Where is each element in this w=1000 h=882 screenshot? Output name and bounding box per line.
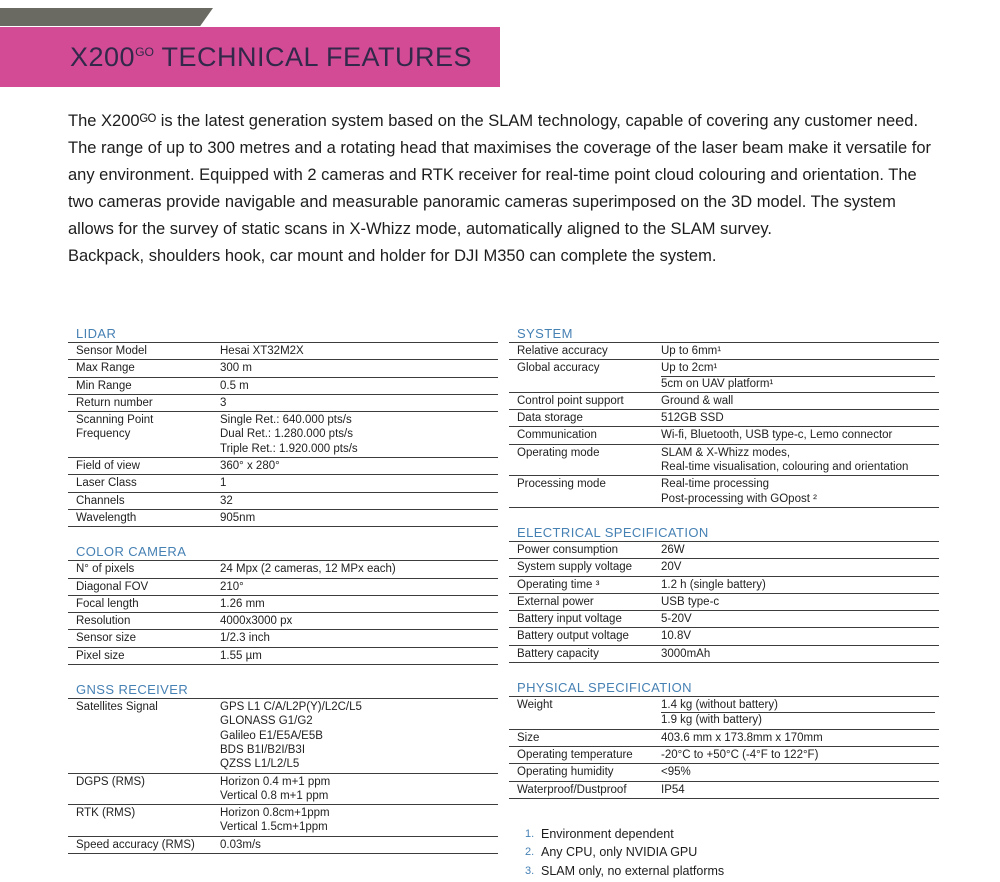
- row-value-line: 5cm on UAV platform¹: [661, 376, 935, 391]
- row-value-line: 3: [220, 396, 227, 409]
- row-value: [220, 360, 498, 376]
- spec-table-physical-specification: [509, 696, 939, 799]
- row-value-line: Triple Ret.: 1.920.000 pts/s: [220, 442, 358, 455]
- row-value: [220, 613, 498, 629]
- row-value-line: Up to 2cm¹: [661, 362, 718, 375]
- row-value: [220, 774, 498, 805]
- row-value-line: <95%: [661, 766, 691, 779]
- row-value: [220, 493, 498, 509]
- spec-table-system: [509, 342, 939, 508]
- row-value-line: Dual Ret.: 1.280.000 pts/s: [220, 428, 353, 441]
- row-value-line: 905nm: [220, 511, 256, 524]
- intro-paragraph: The X200ᴳᴼ is the latest generation system based on the SLAM technology, capable of covering any customer need.: [68, 112, 919, 130]
- row-value-line: 210°: [220, 580, 244, 593]
- row-label: Data storage: [517, 412, 583, 425]
- row-label: Processing mode: [517, 478, 606, 491]
- table-row: [509, 409, 939, 426]
- row-value-line: 403.6 mm x 173.8mm x 170mm: [661, 731, 823, 744]
- row-value-line: 20V: [661, 561, 682, 574]
- footnote-text: Environment dependent: [541, 826, 674, 841]
- footnote-number: 2.: [525, 846, 535, 859]
- section-title-system: SYSTEM: [517, 326, 573, 341]
- row-label: Operating temperature: [517, 748, 633, 761]
- table-row: [509, 645, 939, 662]
- footnote-number: 1.: [525, 827, 535, 840]
- row-label: Battery capacity: [517, 647, 599, 660]
- footnotes: [525, 827, 939, 879]
- row-value-line: 1.55 µm: [220, 649, 262, 662]
- row-label: External power: [517, 595, 594, 608]
- row-value-line: Horizon 0.4 m+1 ppm: [220, 775, 331, 788]
- row-label: Size: [517, 731, 540, 744]
- row-value: [661, 697, 939, 729]
- table-row: [68, 612, 498, 629]
- row-value-line: Single Ret.: 640.000 pts/s: [220, 414, 352, 427]
- table-row: [68, 457, 498, 474]
- row-value: [661, 393, 939, 409]
- row-value-line: 10.8V: [661, 630, 692, 643]
- spec-table-electrical-specification: [509, 541, 939, 663]
- intro-paragraph: The range of up to 300 metres and a rotating head that maximises the coverage of the laser beam make it versatile for any environment. Equipped with 2 cameras and RTK receiver for real-time point cloud colouring and orientation. The two cameras provide navigable and measurable panoramic cameras superimposed on the 3D model. The system allows for the survey of static scans in X-Whizz mode, automatically aligned to the SLAM survey.: [68, 138, 932, 238]
- row-value: [661, 343, 939, 359]
- footnote-text: SLAM only, no external platforms: [541, 863, 725, 878]
- row-value: [220, 561, 498, 577]
- table-row: [68, 492, 498, 509]
- section-title-lidar: LIDAR: [76, 326, 117, 341]
- row-value: [661, 611, 939, 627]
- table-row: [509, 593, 939, 610]
- row-value-line: 1.2 h (single battery): [661, 578, 766, 591]
- left-column: [68, 326, 498, 871]
- footnote-number: 3.: [525, 864, 535, 877]
- table-row: [68, 578, 498, 595]
- row-label: Operating mode: [517, 446, 600, 459]
- row-value: [661, 559, 939, 575]
- row-value: [661, 360, 939, 392]
- row-label: Global accuracy: [517, 362, 600, 375]
- row-label: Battery output voltage: [517, 630, 629, 643]
- row-label: Scanning Point Frequency: [76, 414, 154, 441]
- section-electrical-specification: [509, 525, 939, 663]
- table-row: [509, 576, 939, 593]
- row-value-line: QZSS L1/L2/L5: [220, 758, 300, 771]
- row-value-line: Up to 6mm¹: [661, 345, 722, 357]
- row-label: Channels: [76, 494, 125, 507]
- row-value-line: Wi-fi, Bluetooth, USB type-c, Lemo connector: [661, 429, 893, 442]
- row-value-line: GLONASS G1/G2: [220, 715, 313, 728]
- row-value-line: GPS L1 C/A/L2P(Y)/L2C/L5: [220, 701, 362, 714]
- footnote-text: Any CPU, only NVIDIA GPU: [541, 845, 698, 860]
- row-label: Speed accuracy (RMS): [76, 838, 195, 851]
- spec-table-color-camera: [68, 560, 498, 665]
- row-value-line: Real-time visualisation, colouring and orientation: [661, 461, 909, 474]
- row-label: Battery input voltage: [517, 613, 622, 626]
- right-column: [509, 326, 939, 882]
- row-value: [661, 646, 939, 662]
- table-row: [68, 560, 498, 577]
- page-title-model: X200: [70, 41, 136, 72]
- table-row: [68, 647, 498, 664]
- row-value: [661, 427, 939, 443]
- table-row: [68, 359, 498, 376]
- section-title-gnss-receiver: GNSS RECEIVER: [76, 682, 189, 698]
- row-value-line: 26W: [661, 543, 685, 556]
- row-label: Sensor size: [76, 632, 137, 645]
- row-value-line: Vertical 0.8 m+1 ppm: [220, 789, 329, 802]
- table-row: [68, 836, 498, 853]
- row-label: Pixel size: [76, 649, 125, 662]
- intro-paragraphs: [68, 108, 934, 269]
- row-value: [220, 648, 498, 664]
- row-label: Focal length: [76, 597, 139, 610]
- table-row: [68, 773, 498, 805]
- row-value: [661, 577, 939, 593]
- row-value-line: 0.5 m: [220, 379, 249, 392]
- row-value: [220, 395, 498, 411]
- row-label: Satellites Signal: [76, 701, 158, 714]
- row-value-line: Real-time processing: [661, 478, 770, 491]
- section-system: [509, 326, 939, 508]
- row-value-line: SLAM & X-Whizz modes,: [661, 446, 791, 459]
- row-value: [220, 630, 498, 646]
- table-row: [509, 781, 939, 798]
- row-value-line: Galileo E1/E5A/E5B: [220, 729, 323, 742]
- table-row: [509, 392, 939, 409]
- row-value-line: 512GB SSD: [661, 412, 724, 425]
- table-row: [509, 558, 939, 575]
- row-value: [661, 594, 939, 610]
- spec-table-lidar: [68, 342, 498, 527]
- row-label: Max Range: [76, 362, 135, 375]
- row-value: [661, 730, 939, 746]
- row-label: Relative accuracy: [517, 345, 608, 357]
- table-row: [68, 377, 498, 394]
- section-physical-specification: [509, 680, 939, 799]
- table-row: [68, 342, 498, 359]
- table-row: [68, 411, 498, 457]
- row-value-line: 32: [220, 494, 233, 507]
- table-row: [68, 698, 498, 772]
- row-label: DGPS (RMS): [76, 775, 145, 788]
- row-value: [661, 476, 939, 507]
- row-label: Field of view: [76, 460, 140, 473]
- row-value-line: 4000x3000 px: [220, 615, 293, 628]
- table-row: [68, 394, 498, 411]
- row-value-line: 300 m: [220, 362, 252, 375]
- section-title-physical-specification: PHYSICAL SPECIFICATION: [517, 680, 692, 696]
- row-label: Operating time ³: [517, 578, 600, 591]
- row-value: [220, 596, 498, 612]
- table-row: [68, 474, 498, 491]
- row-label: System supply voltage: [517, 561, 633, 574]
- row-value-line: 5-20V: [661, 613, 692, 626]
- page-title-superscript: GO: [135, 44, 154, 59]
- row-label: Resolution: [76, 615, 131, 628]
- row-value: [220, 458, 498, 474]
- table-row: [509, 444, 939, 476]
- footnote-item: [525, 864, 939, 879]
- row-label: Operating humidity: [517, 766, 614, 779]
- row-label: Laser Class: [76, 477, 137, 490]
- row-value-line: BDS B1I/B2I/B3I: [220, 743, 306, 756]
- row-value: [661, 764, 939, 780]
- table-row: [509, 541, 939, 558]
- row-value: [220, 378, 498, 394]
- row-label: Control point support: [517, 394, 624, 407]
- row-label: Min Range: [76, 379, 132, 392]
- spec-columns: [68, 326, 940, 882]
- table-row: [509, 359, 939, 392]
- table-row: [68, 509, 498, 526]
- footnote-item: [525, 845, 939, 860]
- intro-paragraph: Backpack, shoulders hook, car mount and holder for DJI M350 can complete the system.: [68, 246, 717, 265]
- row-value-line: 1.4 kg (without battery): [661, 699, 778, 712]
- row-label: Wavelength: [76, 511, 137, 524]
- row-value: [661, 782, 939, 798]
- row-value-line: 1.26 mm: [220, 597, 265, 610]
- row-value-line: Hesai XT32M2X: [220, 345, 304, 357]
- row-label: Power consumption: [517, 543, 618, 556]
- row-label: Waterproof/Dustproof: [517, 783, 627, 796]
- row-value-line: 1: [220, 477, 227, 490]
- row-value: [661, 747, 939, 763]
- row-value: [220, 699, 498, 772]
- row-value-line: 0.03m/s: [220, 838, 261, 851]
- row-value-line: IP54: [661, 783, 685, 796]
- row-value: [661, 445, 939, 476]
- table-row: [509, 475, 939, 507]
- row-label: N° of pixels: [76, 563, 135, 576]
- row-value: [220, 837, 498, 853]
- row-value-line: USB type-c: [661, 595, 720, 608]
- section-lidar: [68, 326, 498, 527]
- row-value: [661, 542, 939, 558]
- row-value-line: 3000mAh: [661, 647, 711, 660]
- row-value: [220, 475, 498, 491]
- row-value: [220, 579, 498, 595]
- page-title: [0, 42, 472, 73]
- top-gray-ribbon: [0, 8, 213, 26]
- table-row: [68, 629, 498, 646]
- row-value-line: Vertical 1.5cm+1ppm: [220, 821, 328, 834]
- row-value: [661, 628, 939, 644]
- table-row: [509, 763, 939, 780]
- row-label: Return number: [76, 396, 153, 409]
- table-row: [509, 426, 939, 443]
- title-banner: [0, 27, 500, 87]
- row-value: [220, 412, 498, 457]
- row-value-line: Post-processing with GOpost ²: [661, 492, 817, 505]
- row-value-line: Ground & wall: [661, 394, 734, 407]
- row-value-line: 360° x 280°: [220, 460, 280, 473]
- table-row: [509, 746, 939, 763]
- row-value: [220, 510, 498, 526]
- row-value-line: 1.9 kg (with battery): [661, 712, 935, 727]
- table-row: [509, 729, 939, 746]
- table-row: [509, 696, 939, 729]
- row-value-line: -20°C to +50°C (-4°F to 122°F): [661, 748, 819, 761]
- row-label: Communication: [517, 429, 597, 442]
- row-value-line: Horizon 0.8cm+1ppm: [220, 807, 330, 820]
- row-label: RTK (RMS): [76, 807, 136, 820]
- row-label: Weight: [517, 699, 553, 712]
- section-color-camera: [68, 544, 498, 665]
- table-row: [509, 627, 939, 644]
- row-label: Sensor Model: [76, 345, 147, 357]
- section-title-color-camera: COLOR CAMERA: [76, 544, 187, 560]
- row-value: [661, 410, 939, 426]
- row-value-line: 24 Mpx (2 cameras, 12 MPx each): [220, 563, 396, 576]
- table-row: [68, 595, 498, 612]
- page-title-rest: TECHNICAL FEATURES: [153, 41, 473, 72]
- row-value-line: 1/2.3 inch: [220, 632, 270, 645]
- row-label: Diagonal FOV: [76, 580, 149, 593]
- table-row: [509, 610, 939, 627]
- table-row: [509, 342, 939, 359]
- row-value: [220, 343, 498, 359]
- footnote-item: [525, 827, 939, 842]
- bottom-pink-ribbon: [0, 827, 388, 833]
- section-title-electrical-specification: ELECTRICAL SPECIFICATION: [517, 524, 709, 540]
